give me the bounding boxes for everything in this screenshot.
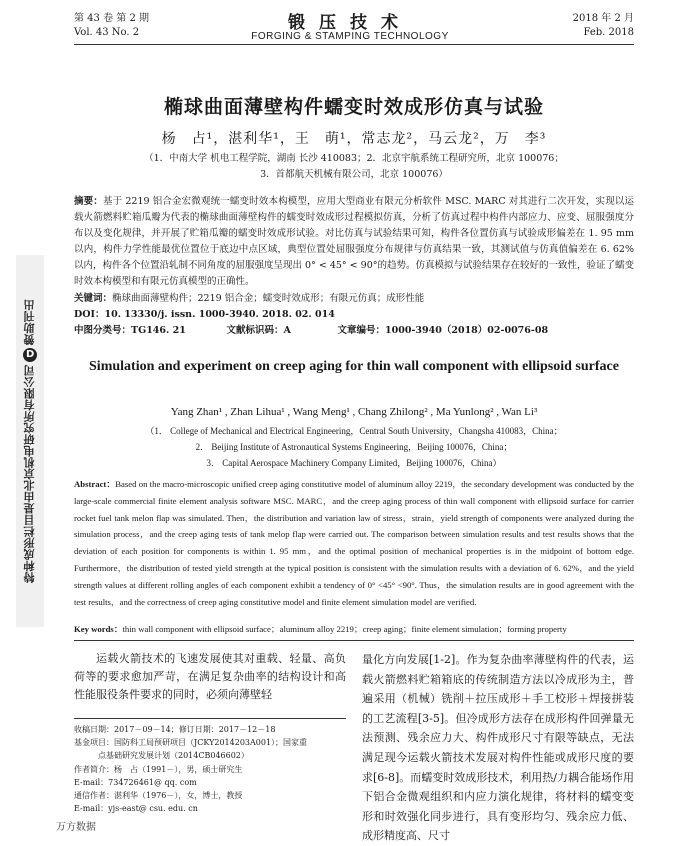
- body-text-left: 运载火箭技术的飞速发展使其对重载、轻量、高负荷等的要求愈加严苛，在满足复杂曲率的结构设计和高性能服役条件要求的同时，必须向薄壁轻: [74, 652, 346, 701]
- journal-name-en: FORGING & STAMPING TECHNOLOGY: [251, 31, 449, 42]
- article-no-label: 文章编号：: [337, 325, 386, 336]
- footnote-author: 作者简介：杨 占（1991－），男，硕士研究生: [74, 764, 243, 774]
- clc-label: 中图分类号：: [74, 325, 132, 336]
- footnote-corresponding: 通信作者：湛利华（1976－），女，博士，教授: [74, 791, 243, 801]
- abstract-label-en: Abstract：: [74, 479, 116, 489]
- affiliation-line: （1．中南大学 机电工程学院，湖南 长沙 410083；2．北京宇航系统工程研究所，北京 100076；: [144, 153, 564, 164]
- affiliations-en: [74, 423, 634, 471]
- footnote-funding-cont: 点基础研究发展计划（2014CB046602）: [98, 751, 249, 761]
- doi-line: [74, 307, 634, 323]
- affiliation-line: 2． Beijing Institute of Astronautical Systems Engineering，Beijing 100076，China；: [195, 442, 513, 452]
- sponsor-suffix: 赞助刊出: [23, 298, 36, 345]
- sponsor-sidebar: [16, 255, 44, 627]
- keywords-cn: [74, 291, 634, 307]
- keywords-en: [74, 622, 644, 636]
- abstract-text-cn: 基于 2219 铝合金宏微观统一蠕变时效本构模型，应用大型商业有限元分析软件 MSC. MARC 对其进行二次开发，实现以运载火箭燃料贮箱瓜瓣为代表的椭球曲面薄壁构件的蠕变时效成形过程模拟仿真，分析了仿真过程中构件内部应力、应变、屈服强度分布以及变化规律，并开展了贮箱瓜瓣的蠕变时效成形试验。对比仿真与试验结果可知，构件各位置仿真与试验成形偏差在 1. 95 mm 以内，构件力学性能最优位置位于底边中点区域，典型位置处屈服强度分布规律与仿真结果一致，其测试值与仿真值偏差在 6. 62% 以内，构件各个位置沿轧制不同角度的屈服强度呈现出 0° < 45° < 90°的趋势。仿真模拟与试验结果存在较好的一致性，验证了蠕变时效本构模型和有限元仿真模型的正确性。: [74, 196, 634, 287]
- affiliations-cn: [74, 151, 634, 183]
- keywords-label-cn: 关键词：: [74, 293, 113, 304]
- abstract-text-en: Based on the macro-microscopic unified creep aging constitutive model of aluminum alloy 2219，the secondary development was conducted by the large-scale commercial finite element analysis software MSC. MARC，and the creep aging process of thin wall component with ellipsoid surface for carrier rocket fuel tank melon flap was simulated. Then，the distribution and variation law of stress，strain，yield strength of components were analyzed during the simulation process，and the creep aging tests of tank melop flap were carried out. The comparison between simulation results and test results shows that the deviation of each position for components is within 1. 95 mm，and the optimal position of mechanical properties is in the midpoint of bottom edge. Furthermore，the distribution of tested yield strength at the typical position is consistent with the simulation results with a deviation of 6. 62%，and the yield strength values at different rolling angles of each component exhibit a tendency of 0° <45° <90°. Thus，the simulation results are in good agreement with the test results，and the correctness of creep aging constitutive model and finite element simulation model are verified.: [74, 479, 634, 607]
- keywords-text-cn: 椭球曲面薄壁构件；2219 铝合金；蠕变时效成形；有限元仿真；成形性能: [112, 293, 425, 304]
- volume-en: Vol. 43 No. 2: [74, 27, 140, 38]
- sponsor-logo-icon: D: [23, 348, 37, 362]
- authors-en: Yang Zhan¹ , Zhan Lihua¹ , Wang Meng¹ , Chang Zhilong² , Ma Yunlong² , Wan Li³: [170, 406, 538, 418]
- watermark: 万方数据: [56, 822, 96, 833]
- affiliation-line: （1． College of Mechanical and Electrical Engineering，Central South University，Changsha 410083，China；: [145, 426, 563, 436]
- affiliation-line: 3．首都航天机械有限公司，北京 100076）: [260, 169, 448, 180]
- doc-code-label: 文献标识码：: [226, 325, 284, 336]
- header-divider: [74, 44, 634, 45]
- classification-line: [74, 323, 634, 339]
- footnote-received: 收稿日期：2017－09－14；修订日期：2017－12－18: [74, 725, 276, 734]
- abstract-en: [74, 476, 634, 610]
- footnote-email-corresponding: E-mail：yjs-east@ csu. edu. cn: [74, 804, 198, 814]
- journal-name-cn: 锻压技术: [288, 13, 412, 33]
- date-en: Feb. 2018: [583, 27, 634, 38]
- footnote-funding: 基金项目：国防科工局预研项目（JCKY2014203A001）；国家重: [74, 738, 308, 748]
- footnote-divider: [74, 718, 346, 719]
- volume-cn: 第 43 卷 第 2 期: [74, 13, 149, 24]
- section-divider: [74, 640, 634, 641]
- authors-cn: 杨 占¹，湛利华¹，王 萌¹，常志龙²，马云龙²，万 李³: [161, 131, 547, 147]
- doc-code-value: A: [283, 325, 291, 336]
- clc-value: TG146. 21: [131, 325, 186, 336]
- keywords-text-en: thin wall component with ellipsoid surface；aluminum alloy 2219；creep aging；finite element simulation；forming property: [122, 624, 567, 634]
- paper-title-cn: 椭球曲面薄壁构件蠕变时效成形仿真与试验: [163, 96, 544, 118]
- affiliation-line: 3． Capital Aerospace Machinery Company Limited，Beijing 100076，China）: [206, 458, 502, 468]
- doi-label: DOI：: [74, 309, 105, 320]
- footnote-email: E-mail：734726461@ qq. com: [74, 777, 197, 787]
- doi-value: 10. 13330/j. issn. 1000-3940. 2018. 02. 014: [104, 309, 335, 320]
- keywords-label-en: Key words：: [74, 624, 123, 634]
- date-cn: 2018 年 2 月: [572, 13, 634, 24]
- abstract-cn: [74, 194, 634, 290]
- footnotes: [74, 723, 352, 815]
- body-text-right: 量化方向发展[1-2]。作为复杂曲率薄壁构件的代表，运载火箭燃料贮箱箱底的传统制造方法以冷成形为主，普遍采用（机械）铣削＋拉压成形＋手工校形＋焊接拼装的工艺流程[3-5]。但冷成形方法存在成形构件回弹量无法预测、残余应力大、构件成形尺寸有限等缺点，无法满足现今运载火箭技术发展对构件性能或成形尺度的要求[6-8]。而蠕变时效成形技术，利用热/力耦合能场作用下铝合金微观组织和内应力演化规律，将材料的蠕变变形和时效强化同步进行，具有变形均匀、残余应力低、成形精度高、尺寸: [362, 653, 635, 843]
- article-no-value: 1000-3940（2018）02-0076-08: [385, 325, 549, 336]
- sponsor-text: 特种成形栏目是由北京机电研究所有限公司: [23, 364, 36, 584]
- issue-date: [573, 12, 634, 40]
- abstract-label-cn: 摘要：: [74, 196, 103, 207]
- paper-title-en: Simulation and experiment on creep aging for thin wall component with ellipsoid surface: [89, 359, 619, 374]
